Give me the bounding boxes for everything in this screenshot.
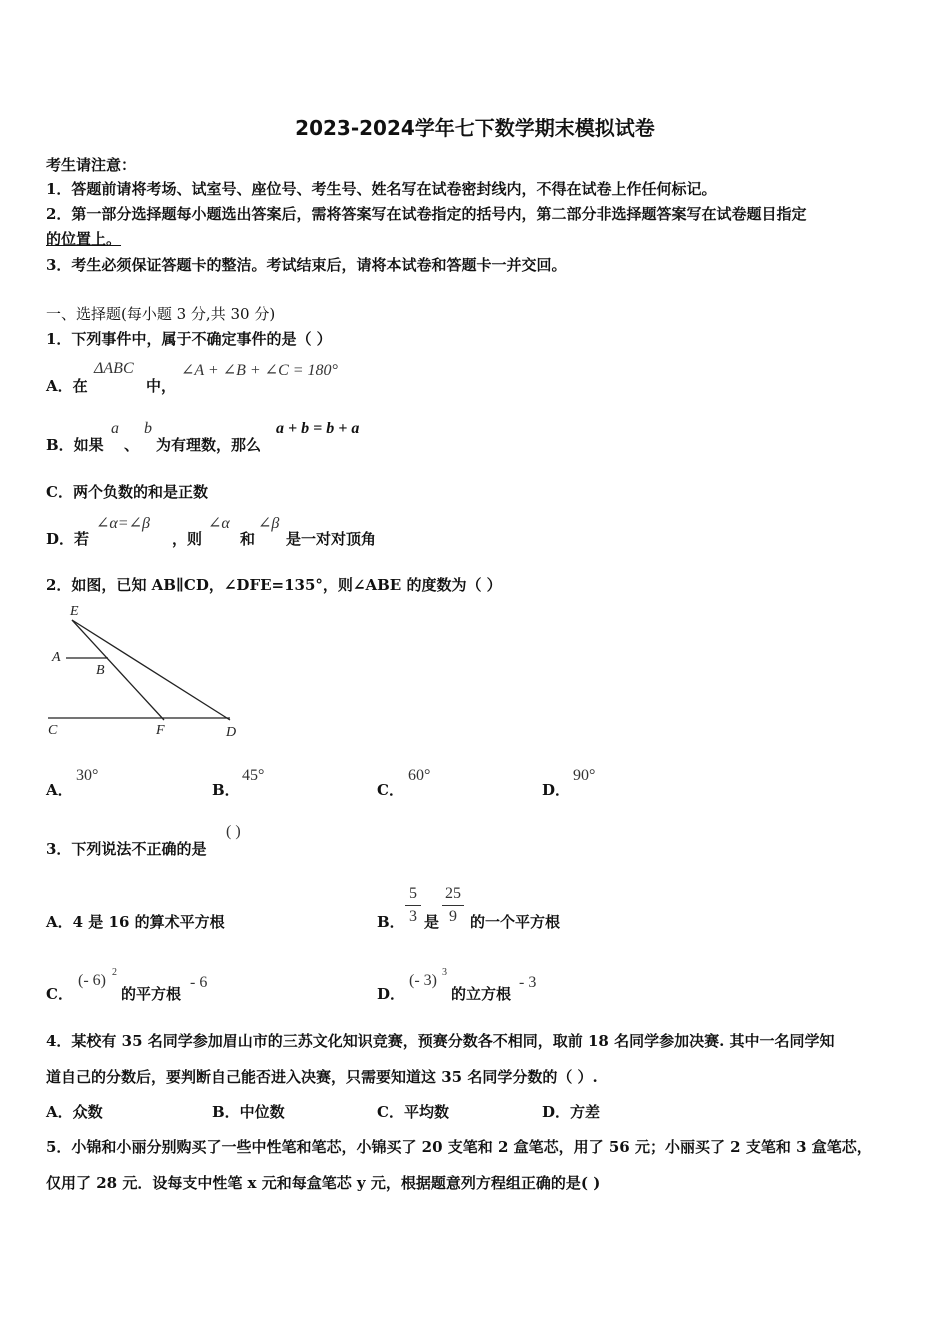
label-e: E — [70, 604, 79, 619]
q1-option-b-var-b: b — [144, 420, 152, 437]
q3-option-d-value: - 3 — [519, 974, 537, 991]
q2-option-c-label: C． — [377, 781, 404, 799]
q2-option-c-value: 60° — [408, 767, 431, 784]
label-b: B — [96, 663, 105, 678]
q2-option-d-value: 90° — [573, 767, 596, 784]
q1-option-d-mid: ，则 — [172, 530, 203, 548]
q4-option-d: D．方差 — [542, 1103, 601, 1121]
section-heading: 一、选择题(每小题 3 分,共 30 分) — [46, 305, 276, 323]
q3-option-b-label: B． — [377, 913, 405, 931]
q1-option-b-expr: a + b = b + a — [276, 420, 360, 437]
page-title: 2023-2024学年七下数学期末模拟试卷 — [295, 116, 655, 140]
q1-option-c: C．两个负数的和是正数 — [46, 483, 208, 501]
q2-option-b-label: B． — [212, 781, 240, 799]
q1-option-b-prefix: B．如果 — [46, 436, 104, 454]
q1-option-b-mid: 为有理数，那么 — [156, 436, 262, 454]
notice-item-2: 2．第一部分选择题每小题选出答案后，需将答案写在试卷指定的括号内，第二部分非选择题答案写在试卷题目指定 — [46, 205, 807, 223]
fraction-1-numerator: 5 — [409, 885, 417, 902]
q3-option-b-suffix: 的一个平方根 — [470, 913, 561, 931]
q3-option-d-label: D． — [377, 985, 406, 1003]
q1-option-d-alpha: ∠α — [208, 515, 230, 532]
q3-option-b-fraction-2 — [442, 884, 464, 927]
notice-item-2-cont: 的位置上。 — [46, 230, 122, 248]
q3-stem: 3．下列说法不正确的是 — [46, 840, 207, 858]
q1-option-d-suffix: 是一对对顶角 — [286, 530, 377, 548]
q3-paren: ( ) — [226, 823, 241, 840]
q2-option-d-label: D． — [542, 781, 571, 799]
q3-option-d-base: (- 3) — [409, 972, 437, 989]
q1-option-b-sep: 、 — [124, 436, 140, 454]
q1-option-d-prefix: D．若 — [46, 530, 90, 548]
q1-option-d-expr: ∠α=∠β — [96, 515, 150, 532]
q3-option-b-is: 是 — [424, 913, 440, 931]
q2-option-a-value: 30° — [76, 767, 99, 784]
q4-stem-line-2: 道自己的分数后，要判断自己能否进入决赛，只需要知道这 35 名同学分数的（ ）. — [46, 1068, 598, 1086]
q3-option-d-exponent: 3 — [442, 967, 447, 978]
q3-option-c-label: C． — [46, 985, 73, 1003]
q3-option-a: A．4 是 16 的算术平方根 — [46, 913, 225, 931]
q2-option-b-value: 45° — [242, 767, 265, 784]
q3-option-c-base: (- 6) — [78, 972, 106, 989]
q2-stem: 2．如图，已知 AB∥CD，∠DFE=135°，则∠ABE 的度数为（ ） — [46, 576, 502, 594]
q1-option-a-prefix: A．在 — [46, 377, 88, 395]
q1-option-d-beta: ∠β — [258, 515, 280, 532]
q1-option-a-triangle: ΔABC — [94, 360, 134, 377]
q1-stem: 1．下列事件中，属于不确定事件的是（ ） — [46, 330, 332, 348]
q3-option-d-mid: 的立方根 — [451, 985, 512, 1003]
label-c: C — [48, 723, 58, 738]
q3-option-c-mid: 的平方根 — [121, 985, 182, 1003]
fraction-2-numerator: 25 — [445, 885, 461, 902]
q4-option-c: C．平均数 — [377, 1103, 449, 1121]
q1-option-a-mid: 中， — [146, 377, 177, 395]
label-a: A — [52, 650, 61, 665]
q3-option-b-fraction-1 — [405, 884, 421, 927]
notice-item-1: 1．答题前请将考场、试室号、座位号、考生号、姓名写在试卷密封线内，不得在试卷上作任何标记。 — [46, 180, 717, 198]
q1-option-d-and: 和 — [240, 530, 256, 548]
label-d: D — [226, 725, 237, 740]
label-f: F — [156, 723, 165, 738]
q1-option-a-expr: ∠A + ∠B + ∠C = 180° — [181, 362, 338, 379]
fraction-1-denominator: 3 — [409, 908, 417, 925]
q5-stem-line-1: 5．小锦和小丽分别购买了一些中性笔和笔芯，小锦买了 20 支笔和 2 盒笔芯，用了 56 元；小丽买了 2 支笔和 3 盒笔芯， — [46, 1138, 872, 1156]
notice-heading: 考生请注意： — [46, 156, 137, 174]
q4-option-b: B．中位数 — [212, 1103, 285, 1121]
q4-option-a: A．众数 — [46, 1103, 103, 1121]
fraction-2-denominator: 9 — [449, 908, 457, 925]
q3-option-c-exponent: 2 — [112, 967, 117, 978]
q2-geometry-figure — [40, 598, 250, 746]
q3-option-c-value: - 6 — [190, 974, 208, 991]
q1-option-b-var-a: a — [111, 420, 119, 437]
q5-stem-line-2: 仅用了 28 元．设每支中性笔 x 元和每盒笔芯 y 元，根据题意列方程组正确的是( ) — [46, 1174, 601, 1192]
notice-item-3: 3．考生必须保证答题卡的整洁。考试结束后，请将本试卷和答题卡一并交回。 — [46, 256, 567, 274]
q4-stem-line-1: 4．某校有 35 名同学参加眉山市的三苏文化知识竞赛，预赛分数各不相同，取前 18 名同学参加决赛. 其中一名同学知 — [46, 1032, 835, 1050]
q2-option-a-label: A． — [46, 781, 73, 799]
